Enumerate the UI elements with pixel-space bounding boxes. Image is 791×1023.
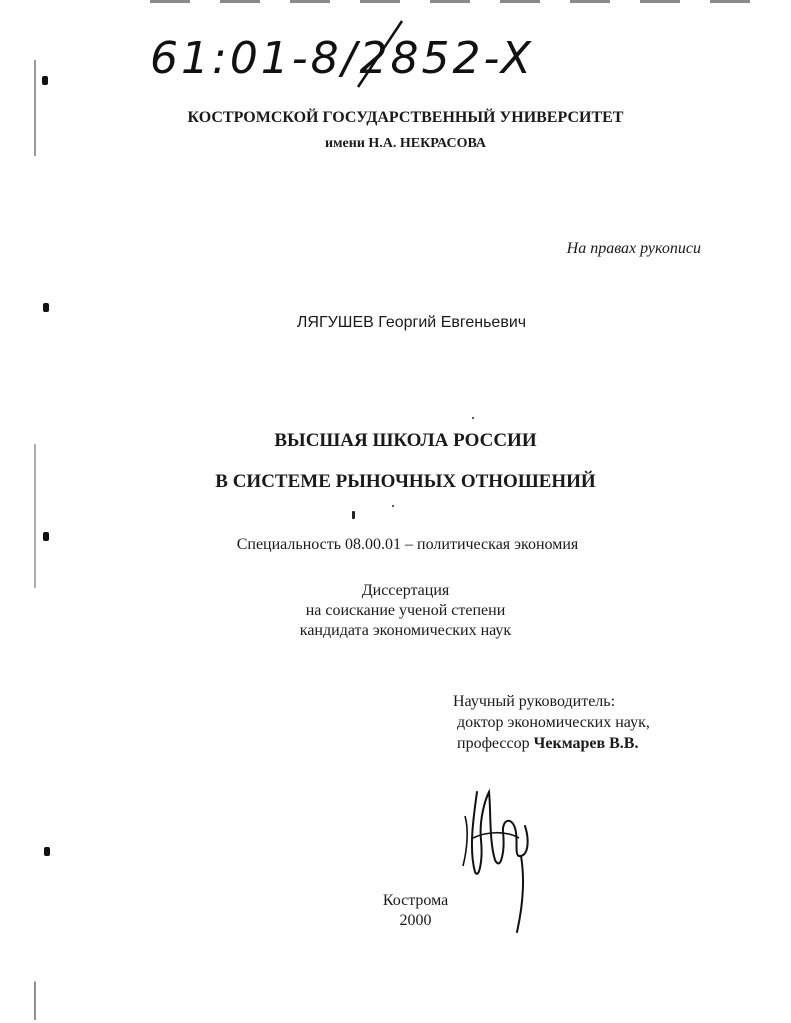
thesis-title-line-1: ВЫСШАЯ ШКОЛА РОССИИ [274, 430, 537, 451]
supervisor-block [453, 691, 650, 754]
specialty: Специальность 08.00.01 – политическая экономия [236, 536, 579, 553]
scan-edge-top [150, 0, 770, 3]
supervisor-degree: доктор экономических наук, [457, 714, 650, 731]
thesis-purpose: на соискание ученой степени [305, 602, 506, 619]
supervisor-title-prefix: профессор [457, 735, 530, 752]
university-name: КОСТРОМСКОЙ ГОСУДАРСТВЕННЫЙ УНИВЕРСИТЕТ [187, 109, 624, 126]
year: 2000 [399, 912, 432, 929]
thesis-type: Диссертация [361, 582, 450, 599]
binding-mark [44, 847, 50, 856]
svg-text:61:01-8/2852-X: 61:01-8/2852-X [150, 33, 534, 84]
binding-mark [42, 76, 48, 85]
binding-mark [43, 303, 49, 312]
scan-speck [392, 505, 394, 507]
scan-speck [352, 511, 355, 519]
university-named-after: имени Н.А. НЕКРАСОВА [324, 136, 487, 151]
rights-note: На правах рукописи [566, 240, 701, 257]
thesis-title-line-2: В СИСТЕМЕ РЫНОЧНЫХ ОТНОШЕНИЙ [215, 471, 596, 492]
scan-speck [472, 417, 474, 419]
supervisor-name: Чекмарев В.В. [533, 735, 639, 752]
catalog-number [140, 15, 540, 95]
author-name: ЛЯГУШЕВ Георгий Евгеньевич [296, 314, 527, 331]
thesis-degree: кандидата экономических наук [299, 622, 512, 639]
city: Кострома [382, 892, 449, 909]
supervisor-label: Научный руководитель: [453, 693, 616, 710]
supervisor-title-line [453, 733, 650, 754]
